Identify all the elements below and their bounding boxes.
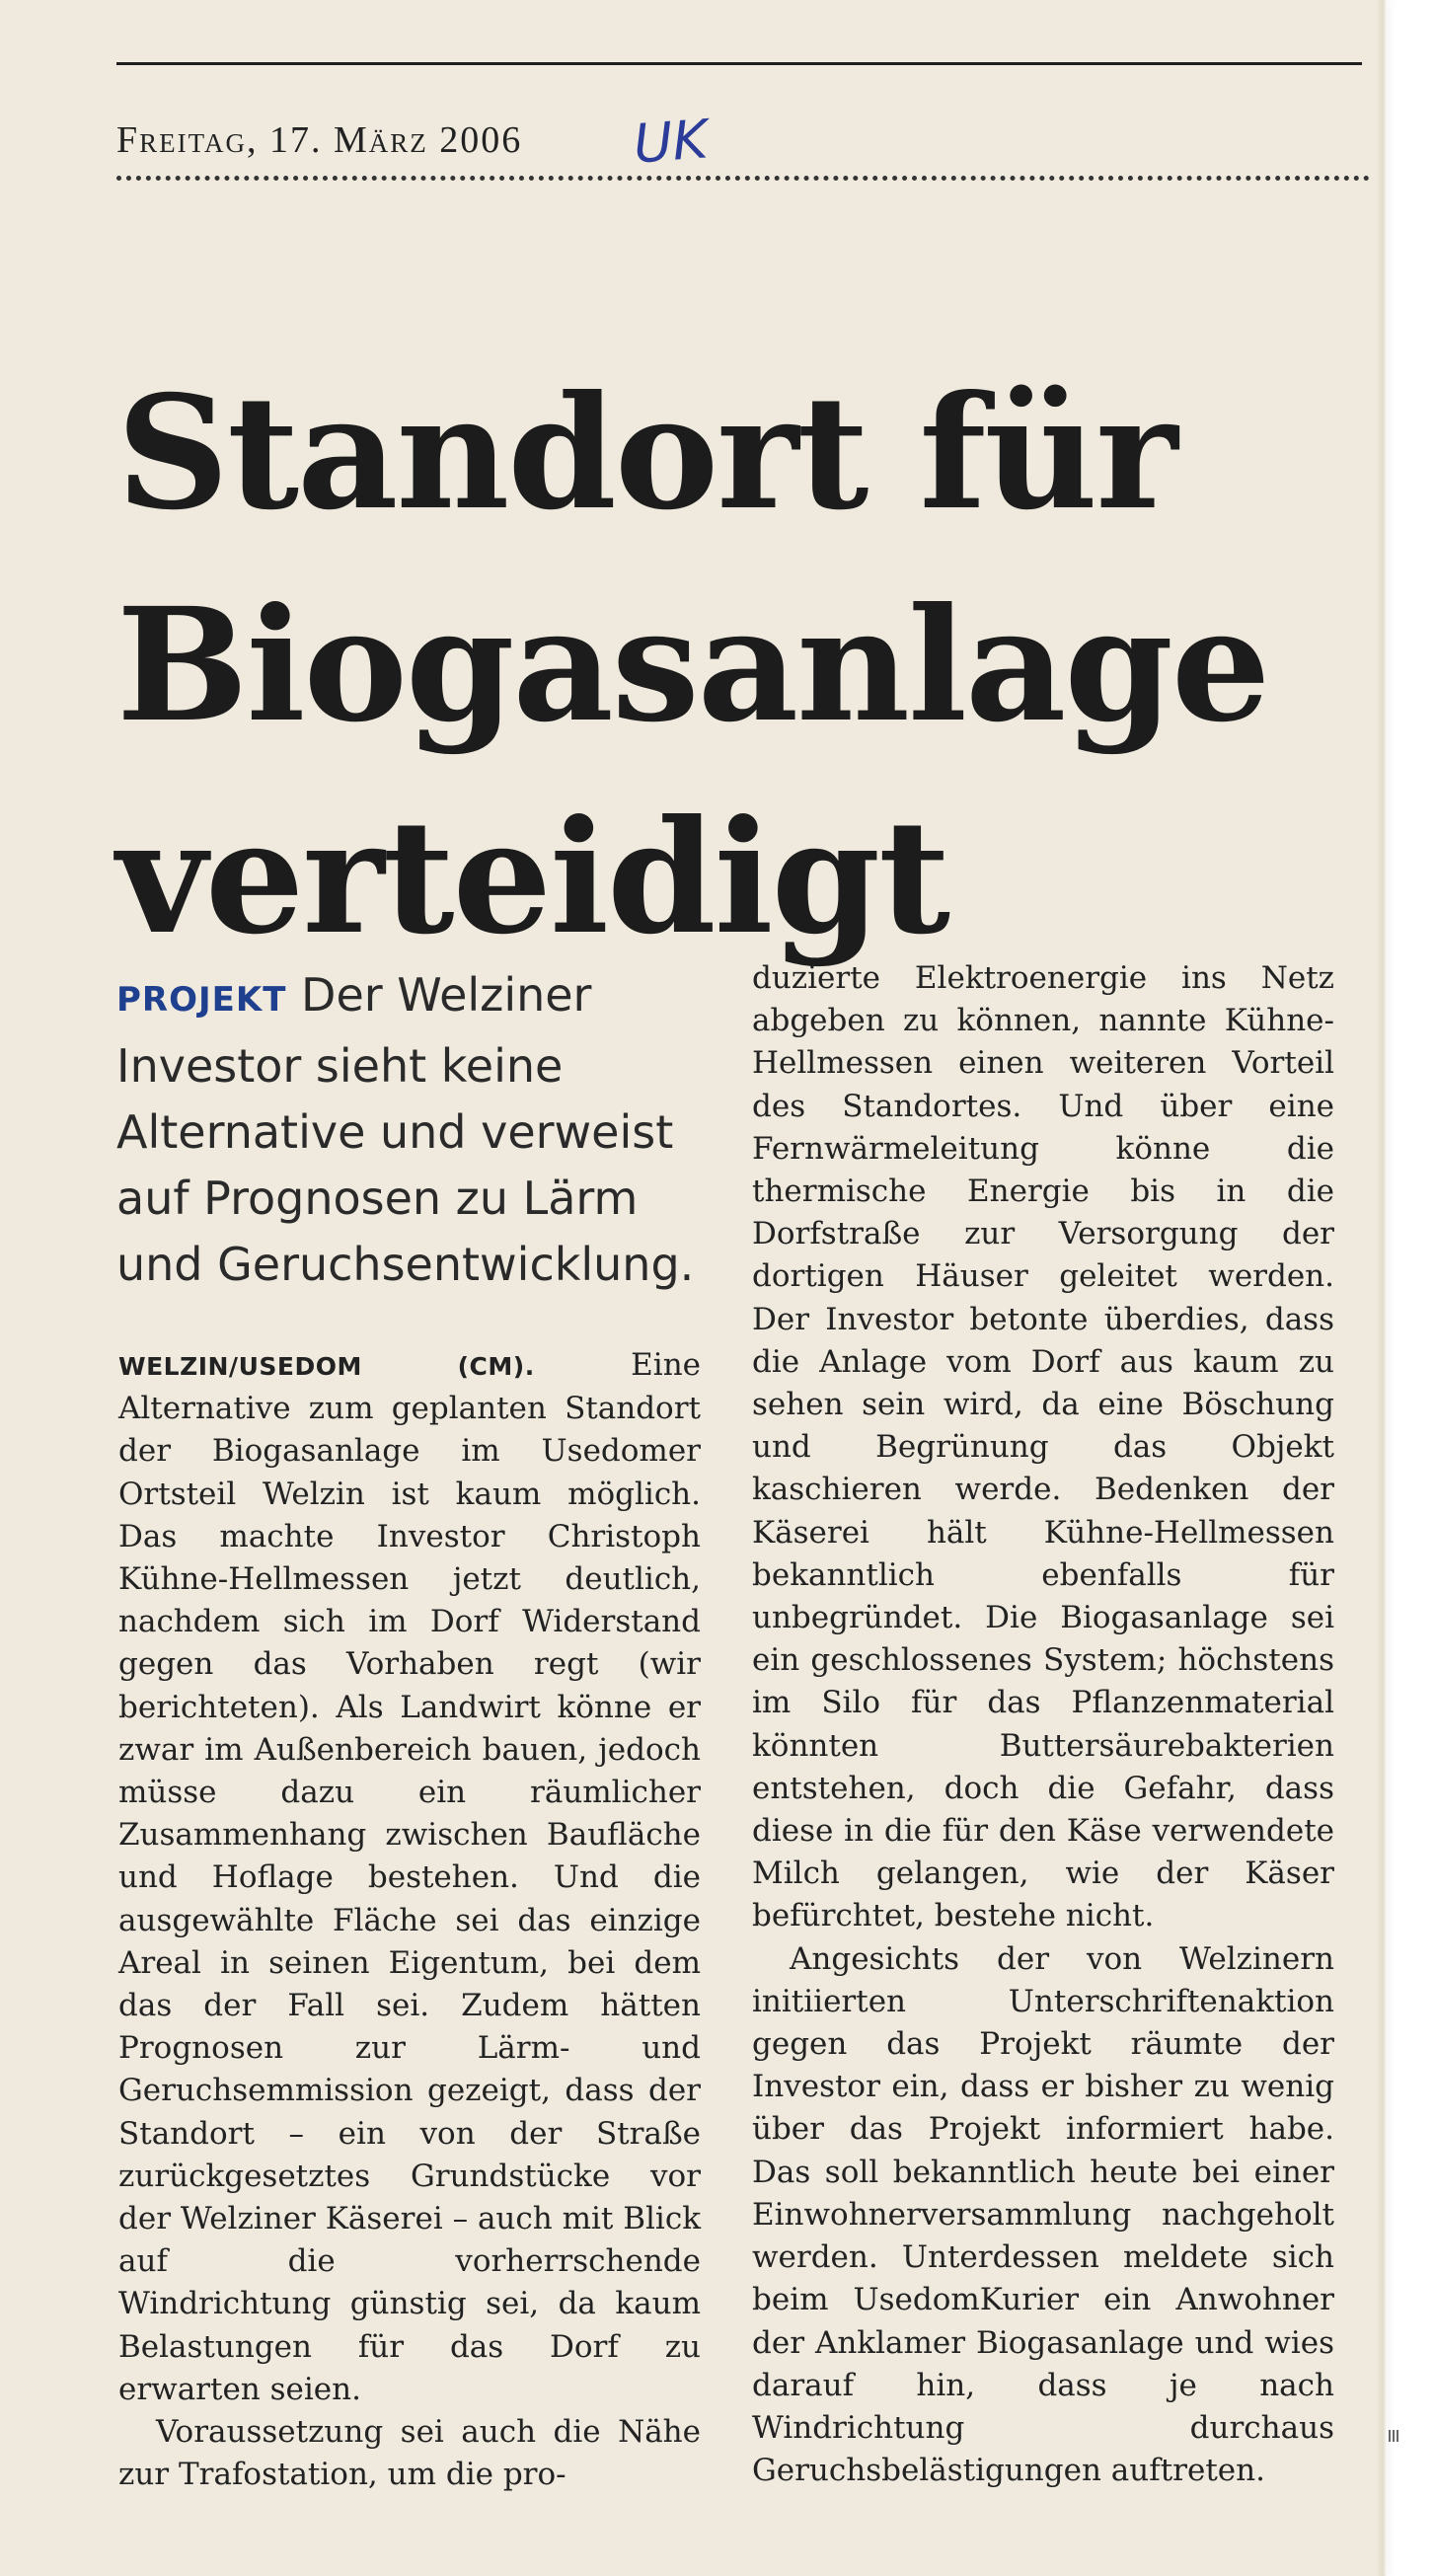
lead-text: Der Welziner Investor sieht keine Alternative und verweist auf Prognosen zu Lärm und Geruchsentwicklung. [116,968,695,1291]
kicker-label: PROJEKT [116,980,287,1020]
body-paragraph-3: Angesichts der von Welzinern initiierten Unterschriftenaktion gegen das Projekt räumte der Investor ein, dass er bisher zu wenig über das Projekt informiert habe. Das soll bekanntlich heute bei einer Einwohnerversammlung nachgeholt werden. Unterdessen meldete sich beim UsedomKurier ein Anwohner der Anklamer Biogasanlage und wies darauf hin, dass je nach Windrichtung durchaus Geruchsbelästigungen auftreten. [752,1940,1334,2489]
body-paragraph-1 [118,1344,701,2411]
body-paragraph-2-continued: duzierte Elektroenergie ins Netz abgeben zu können, nannte Kühne-Hellmessen einen weiteren Vorteil des Standortes. Und über eine Fernwärmeleitung könne die thermische Energie bis in die Dorfstraße zur Versorgung der dortigen Häuser geleitet werden. Der Investor betonte überdies, dass die Anlage vom Dorf aus kaum zu sehen sein wird, da eine Böschung und Begrünung das Objekt kaschieren werde. Bedenken der Käserei hält Kühne-Hellmessen bekanntlich ebenfalls für unbegründet. Die Biogasanlage sei ein geschlossenes System; höchstens im Silo für das Pflanzenmaterial könnten Buttersäurebakterien entstehen, doch die Gefahr, dass diese in die für den Käse verwendete Milch gelangen, wie der Käser befürchtet, bestehe nicht. [752,960,1334,1934]
headline-line-2: Biogasanlage [116,574,1269,757]
body-paragraph-2-start: Voraussetzung sei auch die Nähe zur Trafostation, um die pro- [118,2414,701,2493]
article-column-left [118,1344,701,2496]
article-column-right [752,957,1334,2492]
handwritten-note: UK [631,108,711,176]
dotted-divider [116,176,1370,181]
lead-paragraph [116,962,709,1298]
top-rule [116,62,1362,65]
headline-line-3: verteidigt [116,787,949,969]
body-paragraph-1-text: Eine Alternative zum geplanten Standort der Biogasanlage im Usedomer Ortsteil Welzin ist kaum möglich. Das machte Investor Christoph Kühne-Hellmessen jetzt deutlich, nachdem sich im Dorf Widerstand gegen das Vorhaben regt (wir berichteten). Als Landwirt könne er zwar im Außenbereich bauen, jedoch müsse dazu ein räumlicher Zusammenhang zwischen Baufläche und Hoflage bestehen. Und die ausgewählte Fläche sei das einzige Areal in seinen Eigentum, bei dem das der Fall sei. Zudem hätten Prognosen zur Lärm- und Geruchsemmission gezeigt, dass der Standort – ein von der Straße zurückgesetztes Grundstücke vor der Welziner Käserei – auch mit Blick auf die vorherrschende Windrichtung günstig sei, da kaum Belastungen für das Dorf zu erwarten seien. [118,1347,702,2407]
headline [116,347,1301,984]
location-credit: WELZIN/USEDOM (CM). [118,1352,535,1381]
scan-marker [1389,2430,1400,2442]
headline-line-1: Standort für [116,362,1176,545]
dateline: Freitag, 17. März 2006 [116,119,523,161]
